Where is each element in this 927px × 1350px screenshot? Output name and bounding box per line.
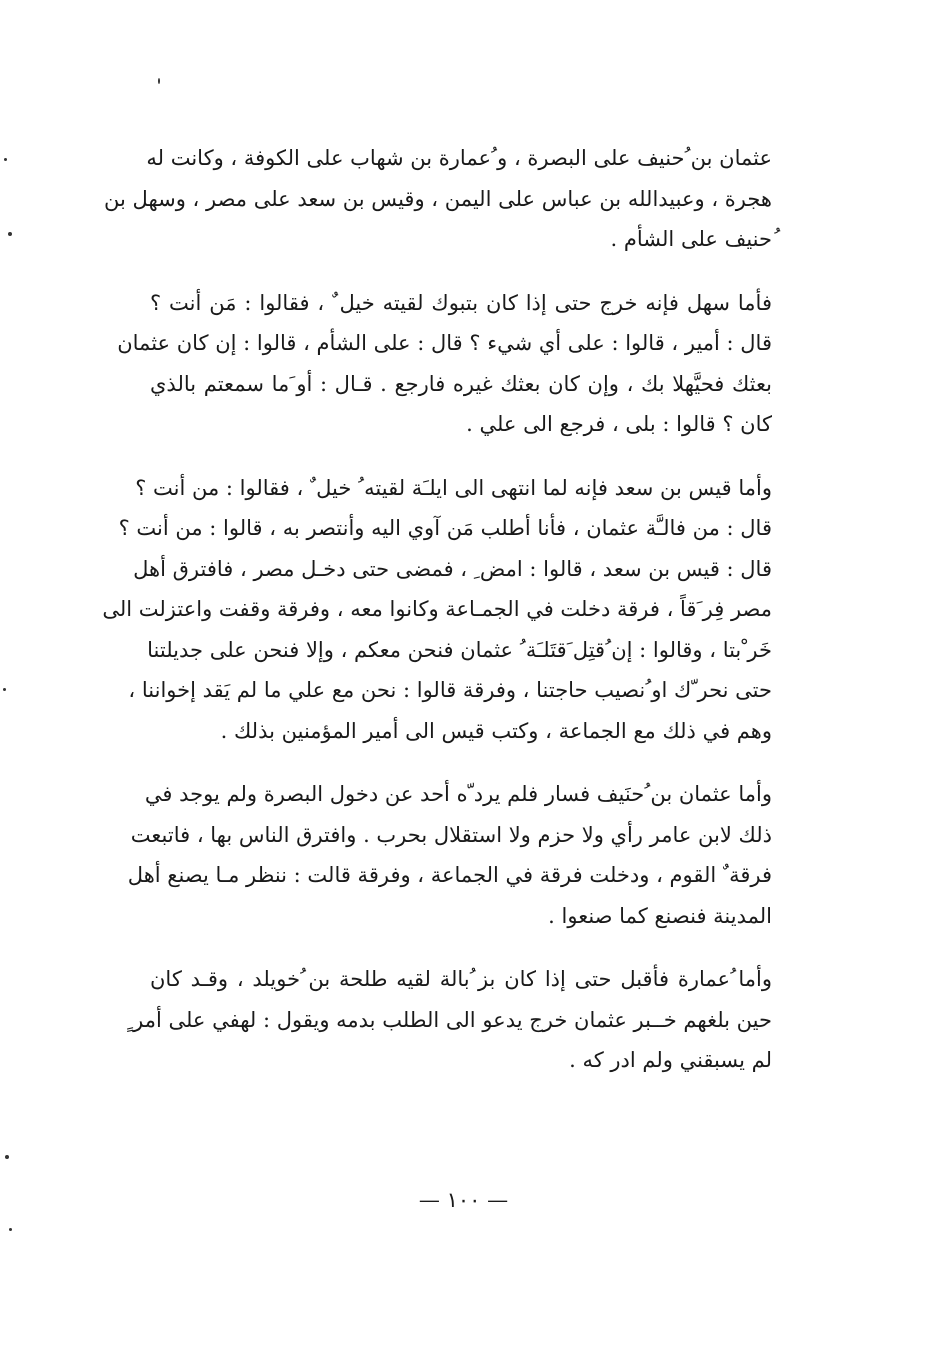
text-line: عثمان بن ُحنيف على البصرة ، و ُعمارة بن شهاب على الكوفة ، وكانت له (146, 146, 772, 170)
text-line: قال : قيس بن سعد ، قالوا : امض ِ ، فمضى حتى دخـل مصر ، فافترق أهل (133, 556, 772, 581)
text-line: حين بلغهم خــبر عثمان خرج يدعو الى الطلب بدمه ويقول : لهفي على أمر ٍ (126, 1007, 772, 1032)
text-line: هجرة ، وعبيدالله بن عباس على اليمن ، وقيس بن سعد على مصر ، وسهل بن (104, 186, 772, 211)
paragraph-4 (127, 774, 772, 936)
text-line: خَر ْبتا ، وقالوا : إن ُقتِل َقتَلـَة ُ عثمان فنحن معكم ، وإلا فنحن على جديلتنا (147, 637, 772, 662)
paragraph-2 (117, 283, 772, 445)
text-line: لم يسبقني ولم ادر كه . (569, 1048, 772, 1072)
text-line: فرقة ٌ القوم ، ودخلت فرقة في الجماعة ، وفرقة قالت : ننظر مـا يصنع أهل (127, 863, 772, 887)
text-line: قال : أمير ، قالوا : على أي شيء ؟ قال : على الشأم ، قالوا : إن كان عثمان (117, 331, 772, 355)
text-line: بعثك فحيَّهلا بك ، وإن كان بعثك غيره فارجع . قـال : أو َما سمعتم بالذي (150, 371, 772, 396)
scan-speck (4, 158, 7, 161)
text-line: المدينة فنصنع كما صنعوا . (548, 903, 772, 928)
text-line: وهم في ذلك مع الجماعة ، وكتب قيس الى أمير المؤمنين بذلك . (220, 718, 772, 743)
scan-speck (9, 1228, 12, 1231)
paragraph-3 (102, 468, 772, 752)
paragraph-1 (104, 138, 772, 260)
text-line: فأما سهل فإنه خرج حتى إذا كان بتبوك لقيته خيل ٌ ، فقالوا : مَن أنت ؟ (150, 290, 772, 315)
text-line: وأما قيس بن سعد فإنه لما انتهى الى ايلـَة لقيته ُ خيل ٌ ، فقالوا : من أنت ؟ (135, 475, 772, 500)
paragraph-5 (126, 959, 772, 1081)
text-line: وأما ُعمارة فأقبل حتى إذا كان بز ُبالة لقيه طلحة بن ُخويلد ، وقـد كان (150, 967, 772, 991)
text-line: ذلك لابن عامر رأي ولا حزم ولا استقلال بحرب . وافترق الناس بها ، فاتبعت (130, 822, 772, 847)
text-line: ُحنيف على الشأم . (610, 227, 772, 251)
page-number: — ١٠٠ — (418, 1188, 509, 1212)
text-line: قال : من فالـَّة عثمان ، فأنا أطلب مَن آوي اليه وأنتصر به ، قالوا : من أنت ؟ (118, 516, 772, 540)
scan-speck (5, 1155, 9, 1159)
text-line: كان ؟ قالوا : بلى ، فرجع الى علي . (466, 412, 772, 436)
text-line: مصر فِر َقاً ، فرقة دخلت في الجمـاعة وكانوا معه ، وفرقة وقفت واعتزلت الى (102, 597, 772, 621)
scan-speck (8, 232, 12, 236)
text-line: وأما عثمان بن ُحنَيف فسار فلم يرد ّه أحد عن دخول البصرة ولم يوجد في (144, 782, 772, 806)
body-text (102, 138, 772, 1104)
scan-speck (158, 78, 160, 84)
scan-speck (3, 688, 6, 691)
text-line: حتى نحر ّك او ُنصيب حاجتنا ، وفرقة قالوا : نحن مع علي ما لم يَقد إخواننا ، (128, 678, 772, 702)
